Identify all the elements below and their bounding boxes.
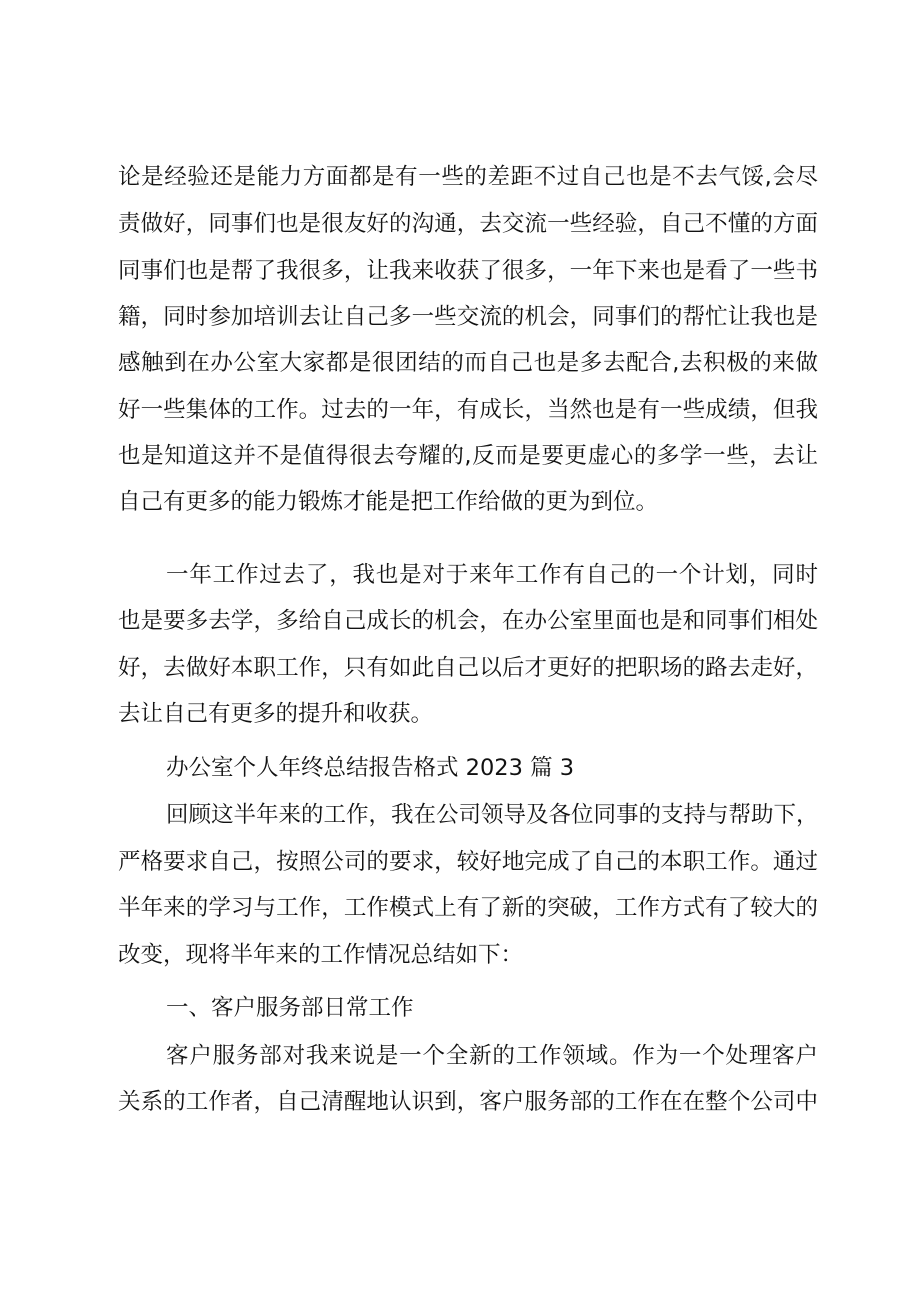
text-line: 也是要多去学，多给自己成长的机会，在办公室里面也是和同事们相处: [118, 608, 818, 634]
text-line: 论是经验还是能力方面都是有一些的差距不过自己也是不去气馁,会尽: [118, 164, 818, 190]
paragraph-first-line: 一年工作过去了，我也是对于来年工作有自己的一个计划，同时: [166, 562, 818, 588]
text-line: 也是知道这并不是值得很去夸耀的,反而是要更虚心的多学一些，去让: [118, 443, 818, 469]
text-line: 关系的工作者，自己清醒地认识到，客户服务部的工作在在整个公司中: [118, 1089, 818, 1115]
text-line: 改变，现将半年来的工作情况总结如下：: [118, 942, 524, 968]
text-line: 好，去做好本职工作，只有如此自己以后才更好的把职场的路去走好，: [118, 655, 818, 681]
text-line: 籍，同时参加培训去让自己多一些交流的机会，同事们的帮忙让我也是: [118, 304, 818, 330]
text-line: 感触到在办公室大家都是很团结的而自己也是多去配合,去积极的来做: [118, 350, 818, 376]
section-heading: 办公室个人年终总结报告格式 2023 篇 3: [166, 755, 575, 781]
paragraph-first-line: 客户服务部对我来说是一个全新的工作领域。作为一个处理客户: [166, 1043, 818, 1069]
subsection-heading: 一、客户服务部日常工作: [166, 995, 414, 1021]
text-line: 去让自己有更多的提升和收获。: [118, 701, 434, 727]
text-line: 半年来的学习与工作，工作模式上有了新的突破，工作方式有了较大的: [118, 895, 818, 921]
text-line: 自己有更多的能力锻炼才能是把工作给做的更为到位。: [118, 489, 659, 515]
text-line: 好一些集体的工作。过去的一年，有成长，当然也是有一些成绩，但我: [118, 397, 818, 423]
text-line: 严格要求自己，按照公司的要求，较好地完成了自己的本职工作。通过: [118, 849, 818, 875]
paragraph-first-line: 回顾这半年来的工作，我在公司领导及各位同事的支持与帮助下，: [166, 802, 819, 828]
text-line: 责做好，同事们也是很友好的沟通，去交流一些经验，自己不懂的方面: [118, 211, 818, 237]
text-line: 同事们也是帮了我很多，让我来收获了很多，一年下来也是看了一些书: [118, 258, 818, 284]
